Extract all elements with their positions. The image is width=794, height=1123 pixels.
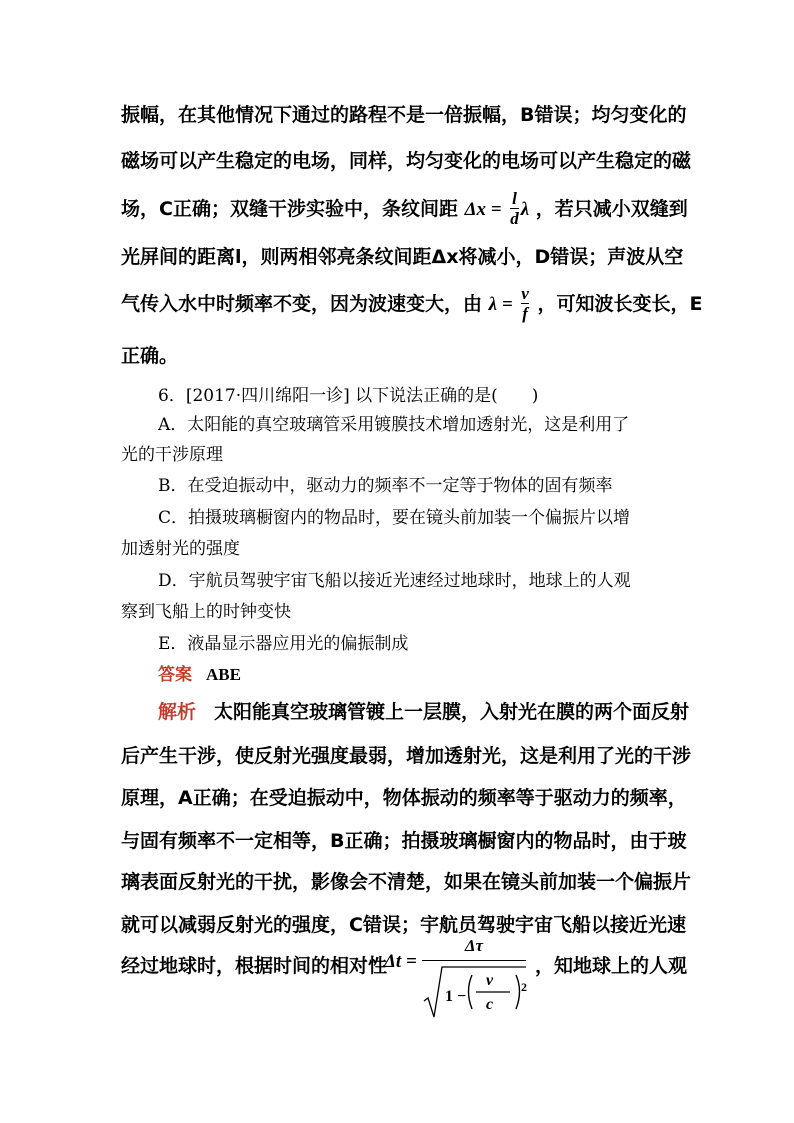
analysis-line	[158, 697, 689, 724]
option-b: B．在受迫振动中，驱动力的频率不一定等于物体的固有频率	[158, 476, 613, 496]
text-line: 光屏间的距离l，则两相邻亮条纹间距Δx将减小，D错误；声波从空	[121, 246, 684, 268]
text-line: ，知地球上的人观	[535, 955, 688, 977]
numerator: l	[512, 189, 517, 208]
text-line: 就可以减弱反射光的强度，C错误；宇航员驾驶宇宙飞船以接近光速	[121, 914, 686, 936]
text-line: 与固有频率不一定相等，B正确；拍摄玻璃橱窗内的物品时，由于玻	[121, 830, 687, 852]
velocity-v: v	[486, 972, 494, 989]
option-e: E．液晶显示器应用光的偏振制成	[158, 634, 409, 654]
answer-line	[158, 660, 241, 685]
answer-label: 答案	[158, 665, 192, 685]
text-segment: ，若只减小双缝到	[535, 198, 688, 220]
time-dilation-formula	[422, 936, 526, 1021]
text-line	[121, 190, 688, 229]
exponent: 2	[521, 980, 527, 994]
text-line: 正确。	[121, 345, 179, 367]
text-line	[121, 285, 702, 324]
text-line: 磁场可以产生稳定的电场，同样，均匀变化的电场可以产生稳定的磁	[121, 150, 692, 172]
option-a: A．太阳能的真空玻璃管采用镀膜技术增加透射光，这是利用了	[158, 415, 630, 435]
analysis-label: 解析	[158, 701, 197, 723]
text-line: 振幅，在其他情况下通过的路程不是一倍振幅，B错误；均匀变化的	[121, 104, 687, 126]
fraction-l-over-d	[510, 190, 519, 229]
text-segment: 场，C正确；双缝干涉实验中，条纹间距	[121, 198, 458, 220]
light-speed-c: c	[486, 996, 494, 1013]
numerator: v	[521, 284, 529, 303]
text-line: 经过地球时，根据时间的相对性	[121, 955, 388, 977]
option-d-cont: 察到飞船上的时钟变快	[121, 602, 291, 622]
text-line: 璃表面反射光的干扰，影像会不清楚，如果在镜头前加装一个偏振片	[121, 871, 692, 893]
text-segment: 气传入水中时频率不变，因为波速变大，由	[121, 293, 483, 315]
option-c: C．拍摄玻璃橱窗内的物品时，要在镜头前加装一个偏振片以增	[158, 508, 631, 528]
text-segment: ，可知波长变长，E	[537, 293, 703, 315]
denominator: f	[522, 304, 528, 323]
question-stem: 6．[2017·四川绵阳一诊] 以下说法正确的是( )	[158, 386, 539, 406]
denominator: d	[510, 209, 519, 228]
formula-lhs: Δx =	[464, 199, 502, 220]
text-line: 后产生干涉，使反射光强度最弱，增加透射光，这是利用了光的干涉	[121, 745, 692, 767]
option-c-cont: 加透射光的强度	[121, 539, 240, 559]
one-minus: 1 −	[445, 988, 467, 1005]
fraction-v-over-f	[521, 285, 529, 324]
option-a-cont: 光的干涉原理	[121, 445, 223, 465]
option-d: D．宇航员驾驶宇宙飞船以接近光速经过地球时，地球上的人观	[158, 571, 631, 591]
radical-sign-icon	[422, 961, 526, 1021]
text-segment: 太阳能真空玻璃管镀上一层膜，入射光在膜的两个面反射	[214, 701, 690, 723]
formula-lhs: Δt =	[384, 951, 417, 972]
lambda-symbol: λ	[520, 199, 530, 220]
numerator: Δτ	[464, 936, 484, 955]
answer-value: ABE	[206, 665, 241, 684]
text-line: 原理，A正确；在受迫振动中，物体振动的频率等于驱动力的频率，	[121, 787, 687, 809]
formula-lhs: λ =	[488, 294, 513, 315]
